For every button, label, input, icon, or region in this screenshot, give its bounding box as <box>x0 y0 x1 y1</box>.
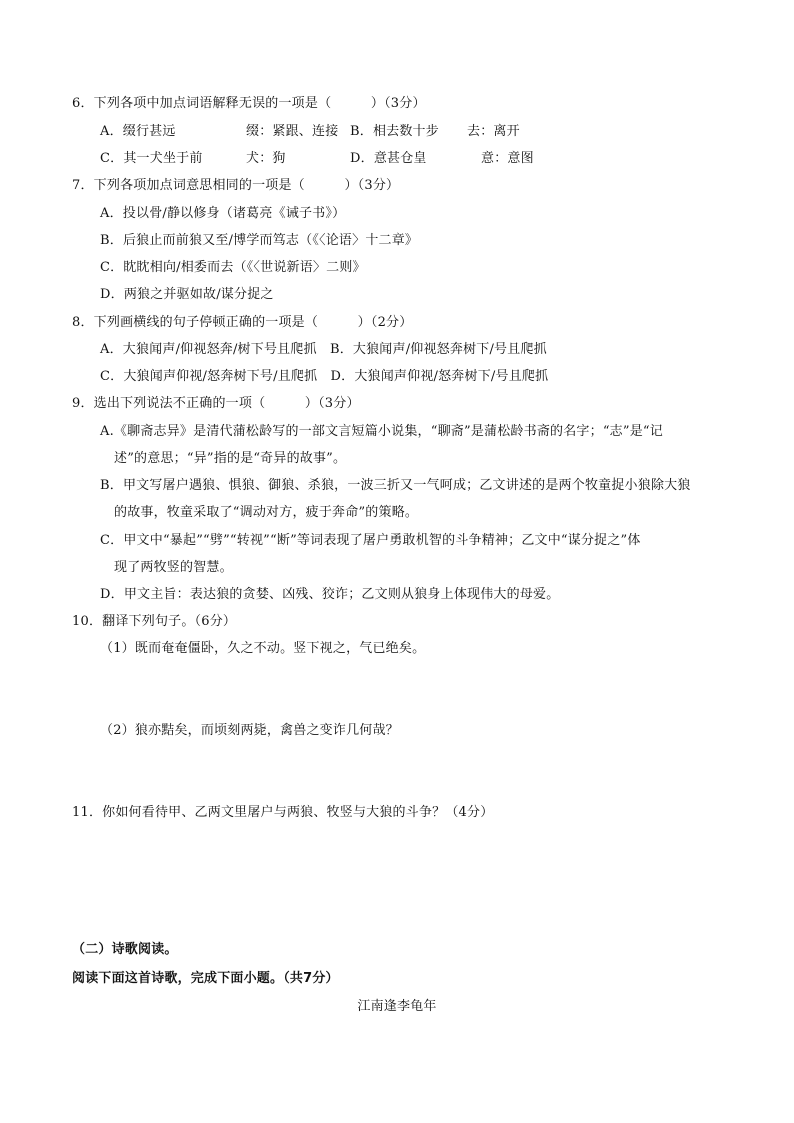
q9-option-c-line-1: C．甲文中“暴起”“劈”“转视”“断”等词表现了屠户勇敢机智的斗争精神；乙文中“谋分捉之”体 <box>100 533 641 548</box>
q10-sentence-1: （1）既而奄奄僵卧，久之不动。竖下视之，气已绝矣。 <box>100 641 426 656</box>
q10-stem: 10．翻译下列句子。（6分） <box>72 614 237 629</box>
q6-option-a <box>100 124 176 140</box>
q6-stem: 6．下列各项中加点词语解释无误的一项是（ ）（3分） <box>72 96 426 111</box>
q7-option-b: B．后狼止而前狼又至/博学而笃志（《〈论语〉十二章》 <box>100 233 419 248</box>
q6-option-a-gloss: 缀：紧跟、连接 <box>246 124 339 139</box>
q9-option-b-line-2: 的故事，牧童采取了“调动对方，疲于奔命”的策略。 <box>114 505 419 520</box>
q10-sentence-2: （2）狼亦黠矣，而顷刻两毙，禽兽之变诈几何哉？ <box>100 723 399 738</box>
q9-option-a-line-2: 述”的意思；“异”指的是“奇异的故事”。 <box>114 451 347 466</box>
q9-option-a-line-1: A.《聊斋志异》是清代蒲松龄写的一部文言短篇小说集，“聊斋”是蒲松龄书斋的名字；“志”是“记 <box>100 424 663 439</box>
q9-option-c-line-2: 现了两牧竖的智慧。 <box>114 560 233 575</box>
q9-stem: 9．选出下列说法不正确的一项（ ）（3分） <box>72 396 360 411</box>
section-2-heading: （二）诗歌阅读。 <box>72 942 178 957</box>
q7-option-d: D．两狼之并驱如故/谋分捉之 <box>100 287 274 302</box>
poem-title: 江南逢李龟年 <box>357 999 437 1014</box>
q6-option-d-gloss: 意：意图 <box>481 151 534 166</box>
q11-stem: 11．你如何看待甲、乙两文里屠户与两狼、牧竖与大狼的斗争？（4分） <box>72 805 494 820</box>
q8-options-row-1: A．大狼闻声/仰视怒奔/树下号且爬抓 B．大狼闻声/仰视怒奔树下/号且爬抓 <box>100 342 547 357</box>
q6-option-c-word: C．其一犬坐于前 <box>100 151 203 166</box>
q7-option-c: C．眈眈相向/相委而去（《〈世说新语〉二则》 <box>100 260 366 275</box>
q6-option-c-gloss: 犬：狗 <box>246 151 286 166</box>
q6-option-a-word: A．缀行甚远 <box>100 124 176 139</box>
q6-option-d-word: D．意甚仓皇 <box>350 151 427 166</box>
q7-stem: 7．下列各项加点词意思相同的一项是（ ）（3分） <box>72 178 400 193</box>
q8-stem: 8．下列画横线的句子停顿正确的一项是（ ）（2分） <box>72 315 413 330</box>
q9-option-b-line-1: B．甲文写屠户遇狼、惧狼、御狼、杀狼，一波三折又一气呵成；乙文讲述的是两个牧童捉小狼除大狼 <box>100 478 691 493</box>
q7-option-a: A．投以骨/静以修身（诸葛亮《诫子书》） <box>100 206 346 221</box>
q6-option-b-word: B．相去数十步 <box>350 124 439 139</box>
q8-options-row-2: C．大狼闻声仰视/怒奔树下号/且爬抓 D．大狼闻声仰视/怒奔树下/号且爬抓 <box>100 369 549 384</box>
q6-option-b-gloss: 去：离开 <box>467 124 520 139</box>
section-2-instruction: 阅读下面这首诗歌，完成下面小题。（共7分） <box>72 971 339 986</box>
q9-option-d: D．甲文主旨：表达狼的贪婪、凶残、狡诈；乙文则从狼身上体现伟大的母爱。 <box>100 587 560 602</box>
